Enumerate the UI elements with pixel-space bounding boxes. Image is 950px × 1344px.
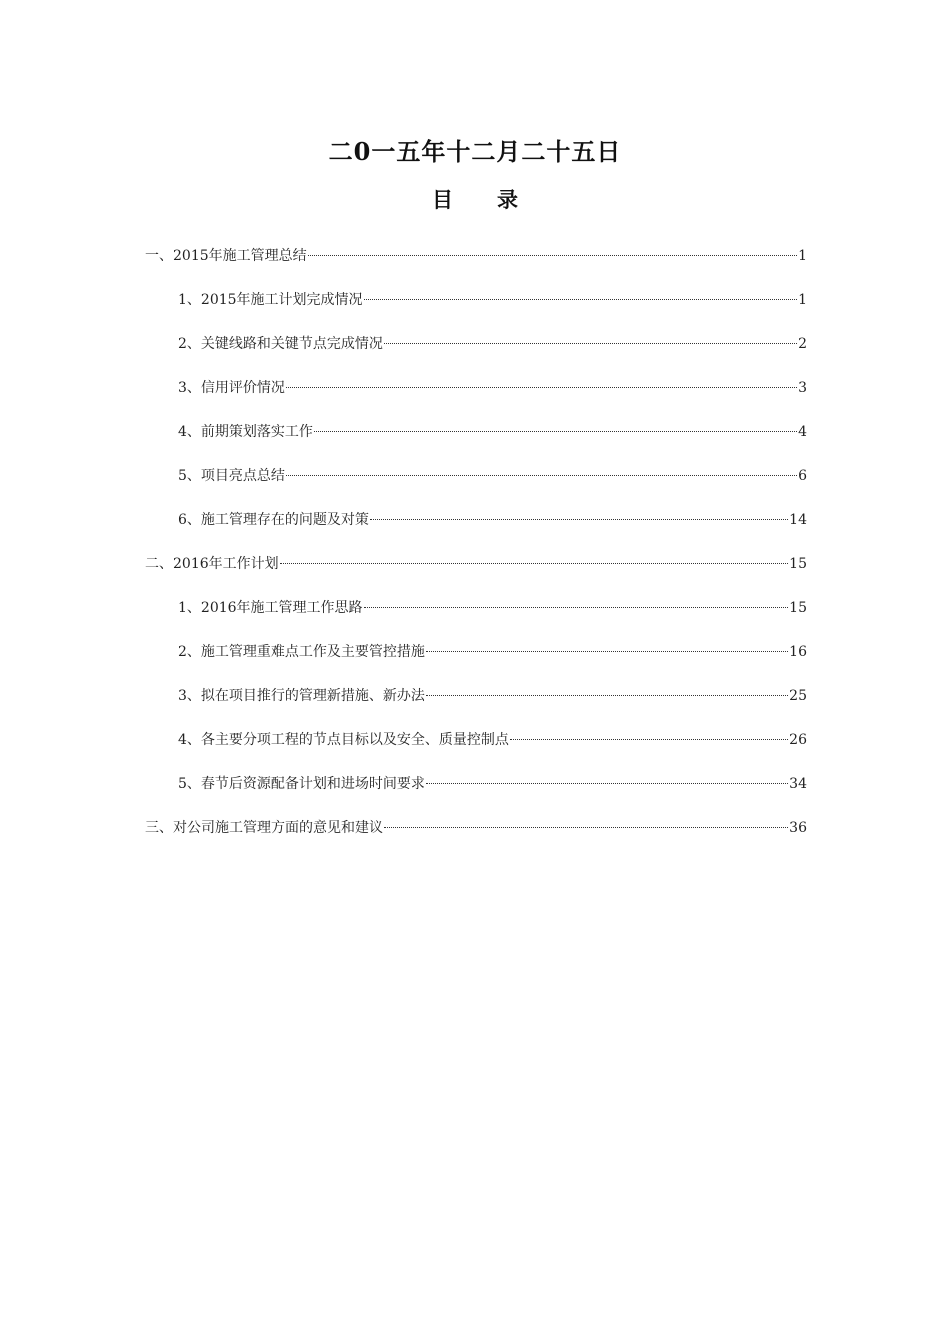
toc-entry[interactable] — [145, 421, 807, 465]
date-heading: 二0一五年十二月二十五日 — [328, 137, 622, 166]
toc-dot-leader — [364, 299, 798, 300]
toc-entry[interactable] — [145, 685, 807, 729]
toc-entry[interactable] — [145, 465, 807, 509]
toc-dot-leader — [314, 431, 797, 432]
toc-entry-page-number: 3 — [798, 380, 807, 396]
toc-entry[interactable] — [145, 597, 807, 641]
toc-entry[interactable] — [145, 333, 807, 377]
toc-entry-label: 三、对公司施工管理方面的意见和建议 — [145, 820, 383, 836]
toc-title — [0, 184, 950, 216]
toc-entry[interactable] — [145, 773, 807, 817]
toc-entry[interactable] — [145, 245, 807, 289]
toc-entry[interactable] — [145, 509, 807, 553]
toc-entry-label: 2、施工管理重难点工作及主要管控措施 — [178, 644, 425, 660]
toc-entry-label: 5、春节后资源配备计划和进场时间要求 — [178, 776, 425, 792]
toc-title-char-1: 目 — [432, 187, 453, 212]
toc-entry-label: 3、拟在项目推行的管理新措施、新办法 — [178, 688, 425, 704]
toc-entry-label: 4、各主要分项工程的节点目标以及安全、质量控制点 — [178, 732, 509, 748]
toc-entry[interactable] — [145, 377, 807, 421]
toc-dot-leader — [426, 695, 788, 696]
toc-dot-leader — [286, 387, 797, 388]
toc-entry-page-number: 16 — [789, 644, 807, 660]
toc-entry-page-number: 14 — [789, 512, 807, 528]
toc-entry-page-number: 1 — [798, 292, 807, 308]
toc-entry-page-number: 36 — [789, 820, 807, 836]
toc-entry[interactable] — [145, 817, 807, 861]
toc-dot-leader — [280, 563, 789, 564]
toc-entry-label: 1、2015年施工计划完成情况 — [178, 292, 363, 308]
toc-entry-page-number: 6 — [798, 468, 807, 484]
toc-entry-label: 3、信用评价情况 — [178, 380, 285, 396]
toc-entry-page-number: 2 — [798, 336, 807, 352]
toc-dot-leader — [426, 651, 788, 652]
toc-dot-leader — [384, 827, 788, 828]
toc-entry-label: 一、2015年施工管理总结 — [145, 248, 307, 264]
toc-dot-leader — [426, 783, 788, 784]
toc-dot-leader — [384, 343, 797, 344]
toc-entry-page-number: 34 — [789, 776, 807, 792]
toc-entry-label: 二、2016年工作计划 — [145, 556, 279, 572]
toc-entry-label: 4、前期策划落实工作 — [178, 424, 313, 440]
toc-entry-page-number: 15 — [789, 556, 807, 572]
toc-entry-page-number: 15 — [789, 600, 807, 616]
toc-entry-page-number: 26 — [789, 732, 807, 748]
toc-entry-page-number: 4 — [798, 424, 807, 440]
toc-entry-label: 2、关键线路和关键节点完成情况 — [178, 336, 383, 352]
toc-dot-leader — [370, 519, 788, 520]
toc-entry-page-number: 1 — [798, 248, 807, 264]
toc-entry[interactable] — [145, 289, 807, 333]
toc-entry[interactable] — [145, 553, 807, 597]
toc-entry-label: 6、施工管理存在的问题及对策 — [178, 512, 369, 528]
toc-entry-label: 1、2016年施工管理工作思路 — [178, 600, 363, 616]
toc-dot-leader — [510, 739, 788, 740]
toc-title-char-2: 录 — [497, 187, 518, 212]
toc-entry-page-number: 25 — [789, 688, 807, 704]
toc-dot-leader — [364, 607, 789, 608]
toc-entry[interactable] — [145, 729, 807, 773]
toc-dot-leader — [308, 255, 797, 256]
toc-dot-leader — [286, 475, 797, 476]
toc-entry-label: 5、项目亮点总结 — [178, 468, 285, 484]
table-of-contents — [145, 245, 807, 861]
toc-entry[interactable] — [145, 641, 807, 685]
